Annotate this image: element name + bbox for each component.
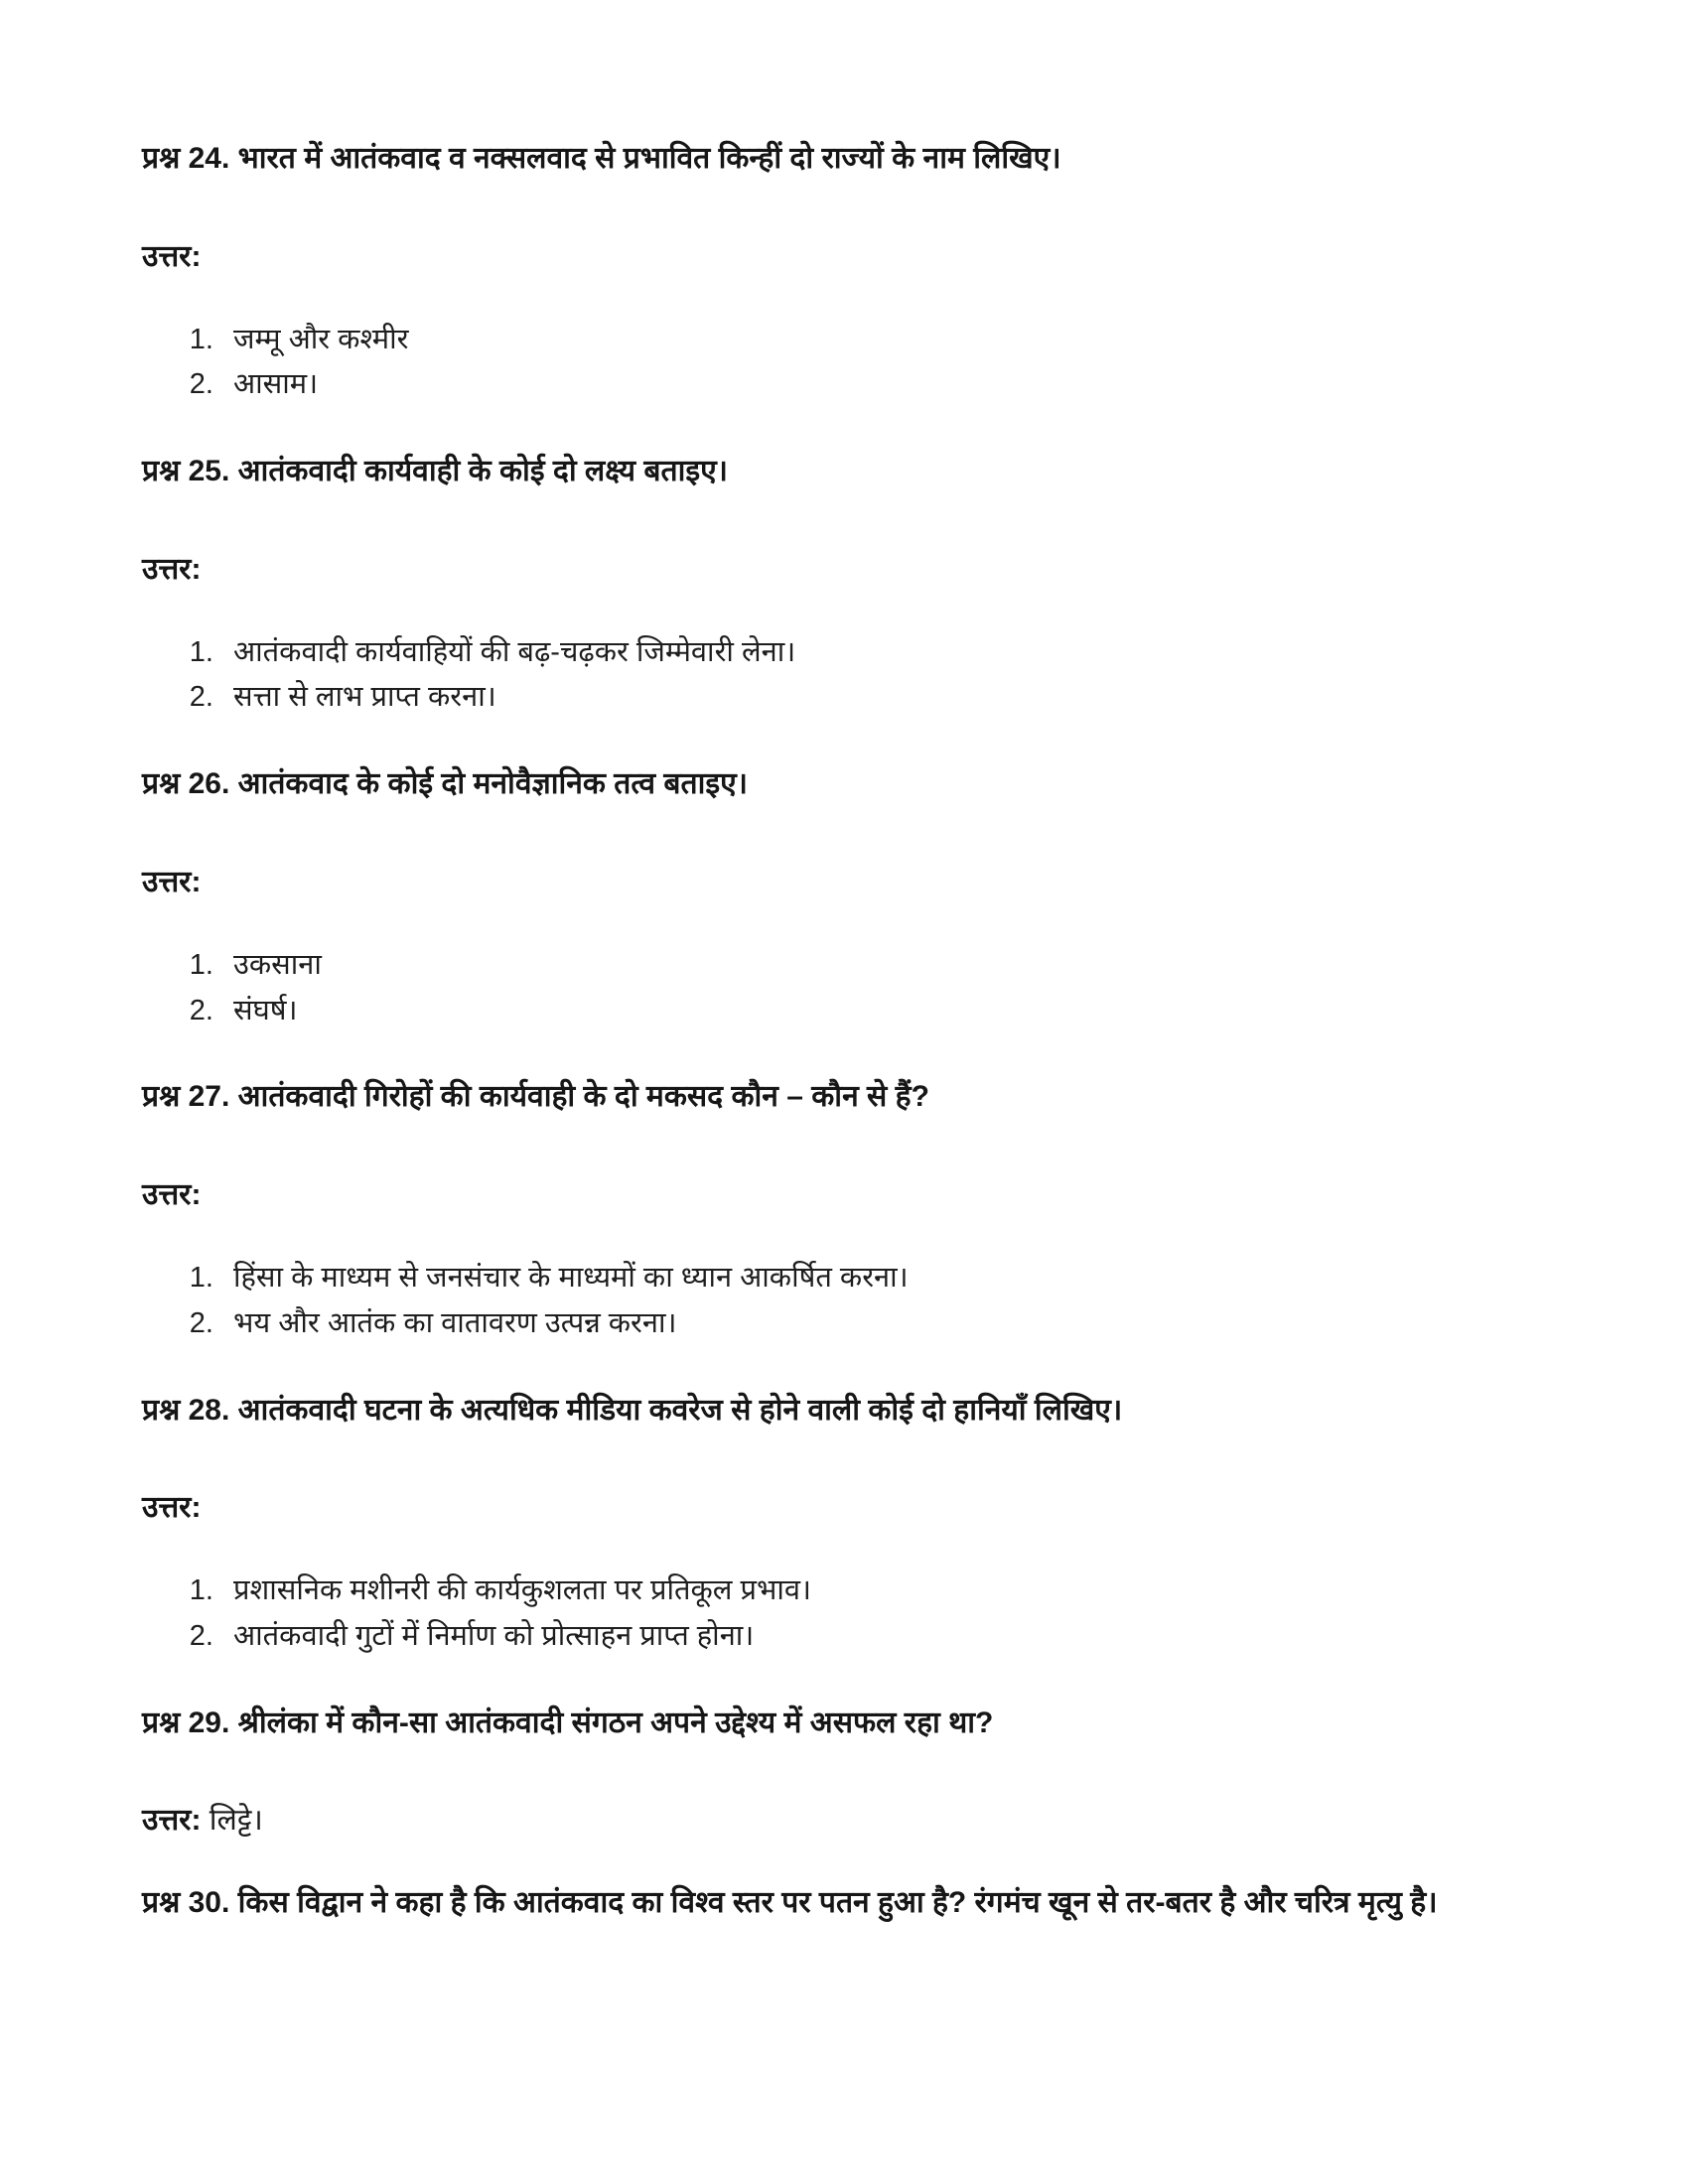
answer-label-27 xyxy=(142,1174,1549,1216)
question-26: प्रश्न 26. आतंकवाद के कोई दो मनोवैज्ञानिक तत्व बताइए। xyxy=(142,767,749,801)
answer-label-25 xyxy=(142,549,1549,591)
qa-block-28 xyxy=(142,1389,1549,1660)
answer-item: 1. हिंसा के माध्यम से जनसंचार के माध्यमों का ध्यान आकर्षित करना। xyxy=(221,1256,1549,1301)
answer-list-28 xyxy=(142,1569,1549,1660)
answer-label-text: उत्तर: xyxy=(142,1177,202,1211)
answer-label-text: उत्तर: xyxy=(142,239,202,273)
answer-item: 2. सत्ता से लाभ प्राप्त करना। xyxy=(221,675,1549,721)
question-28: प्रश्न 28. आतंकवादी घटना के अत्यधिक मीडिया कवरेज से होने वाली कोई दो हानियाँ लिखिए। xyxy=(142,1393,1123,1427)
answer-list-26 xyxy=(142,943,1549,1034)
answer-item: 2. भय और आतंक का वातावरण उत्पन्न करना। xyxy=(221,1301,1549,1347)
question-25: प्रश्न 25. आतंकवादी कार्यवाही के कोई दो लक्ष्य बताइए। xyxy=(142,455,729,488)
question-30: प्रश्न 30. किस विद्वान ने कहा है कि आतंकवाद का विश्व स्तर पर पतन हुआ है? रंगमंच खून से तर-बतर है और चरित्र मृत्यु है। xyxy=(142,1886,1438,1920)
answer-label-text: उत्तर: xyxy=(142,552,202,586)
answer-item: 2. आसाम। xyxy=(221,362,1549,408)
answer-inline-text: लिट्टे। xyxy=(209,1804,263,1838)
qa-block-29 xyxy=(142,1702,1549,1843)
answer-line-29 xyxy=(142,1800,1549,1842)
answer-label-text: उत्तर: xyxy=(142,1491,202,1524)
answer-item: 2. संघर्ष। xyxy=(221,989,1549,1034)
answer-label-26 xyxy=(142,862,1549,903)
answer-item: 2. आतंकवादी गुटों में निर्माण को प्रोत्साहन प्राप्त होना। xyxy=(221,1614,1549,1660)
question-27: प्रश्न 27. आतंकवादी गिरोहों की कार्यवाही के दो मकसद कौन – कौन से हैं? xyxy=(142,1080,929,1114)
qa-block-30 xyxy=(142,1881,1549,1925)
qa-block-27 xyxy=(142,1075,1549,1346)
answer-item: 1. आतंकवादी कार्यवाहियों की बढ़-चढ़कर जिम्मेवारी लेना। xyxy=(221,630,1549,676)
qa-block-24 xyxy=(142,137,1549,408)
answer-label-text: उत्तर: xyxy=(142,865,202,898)
qa-block-25 xyxy=(142,450,1549,721)
answer-item: 1. उकसाना xyxy=(221,943,1549,989)
question-24: प्रश्न 24. भारत में आतंकवाद व नक्सलवाद से प्रभावित किन्हीं दो राज्यों के नाम लिखिए। xyxy=(142,142,1061,175)
answer-label-text: उत्तर: xyxy=(142,1804,202,1838)
qa-block-26 xyxy=(142,762,1549,1033)
answer-item: 1. जम्मू और कश्मीर xyxy=(221,318,1549,363)
answer-label-28 xyxy=(142,1487,1549,1529)
answer-list-25 xyxy=(142,630,1549,722)
answer-label-24 xyxy=(142,236,1549,278)
answer-item: 1. प्रशासनिक मशीनरी की कार्यकुशलता पर प्रतिकूल प्रभाव। xyxy=(221,1569,1549,1614)
answer-list-27 xyxy=(142,1256,1549,1347)
question-29: प्रश्न 29. श्रीलंका में कौन-सा आतंकवादी संगठन अपने उद्देश्य में असफल रहा था? xyxy=(142,1706,994,1739)
answer-list-24 xyxy=(142,318,1549,409)
